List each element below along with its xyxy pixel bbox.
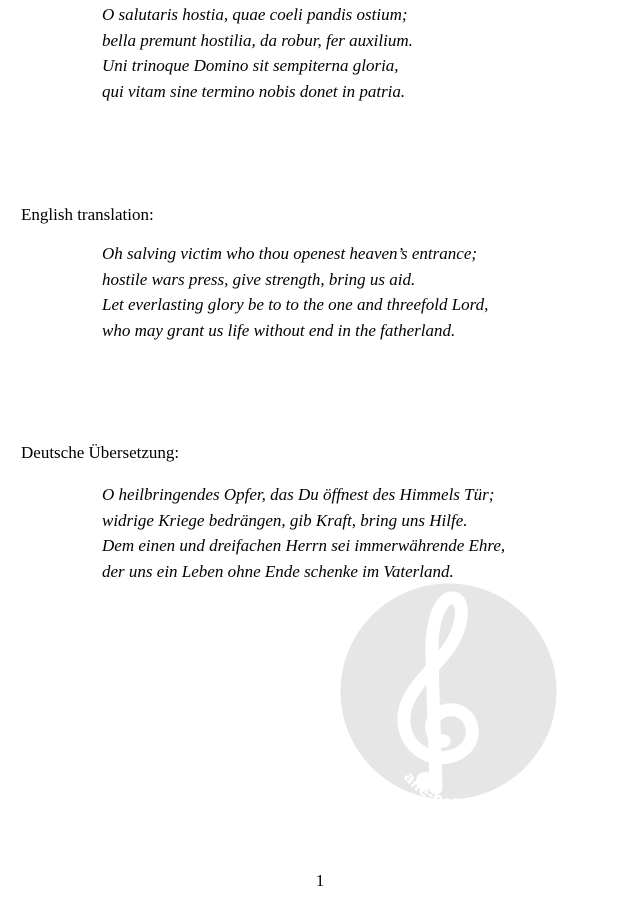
german-line-4: der uns ein Leben ohne Ende schenke im Vaterland.	[102, 561, 454, 581]
english-line-4: who may grant us life without end in the fatherland.	[102, 320, 456, 340]
german-translation-text	[102, 482, 505, 584]
english-line-1: Oh salving victim who thou openest heaven’s entrance;	[102, 244, 478, 263]
german-translation-heading: Deutsche Übersetzung:	[21, 443, 180, 462]
german-line-1: O heilbringendes Opfer, das Du öffnest des Himmels Tür;	[102, 485, 495, 504]
german-line-3: Dem einen und dreifachen Herrn sei immerwährende Ehre,	[102, 536, 506, 555]
english-translation-text	[102, 241, 488, 343]
english-line-3: Let everlasting glory be to to the one and threefold Lord,	[102, 295, 489, 314]
latin-line-2: bella premunt hostilia, da robur, fer auxilium.	[102, 30, 413, 50]
watermark-logo	[340, 583, 557, 800]
english-line-2: hostile wars press, give strength, bring us aid.	[102, 269, 416, 289]
german-line-2: widrige Kriege bedrängen, gib Kraft, bring uns Hilfe.	[102, 510, 468, 530]
latin-line-1: O salutaris hostia, quae coeli pandis ostium;	[102, 5, 408, 24]
latin-line-4: qui vitam sine termino nobis donet in patria.	[102, 81, 406, 101]
latin-line-3: Uni trinoque Domino sit sempiterna gloria,	[102, 56, 399, 75]
page-number: 1	[315, 871, 325, 890]
watermark-disc	[341, 584, 557, 800]
english-translation-heading: English translation:	[21, 205, 154, 224]
watermark	[340, 583, 557, 800]
latin-hymn-text	[102, 2, 413, 104]
watermark-text-path: alle-n e	[399, 768, 507, 800]
